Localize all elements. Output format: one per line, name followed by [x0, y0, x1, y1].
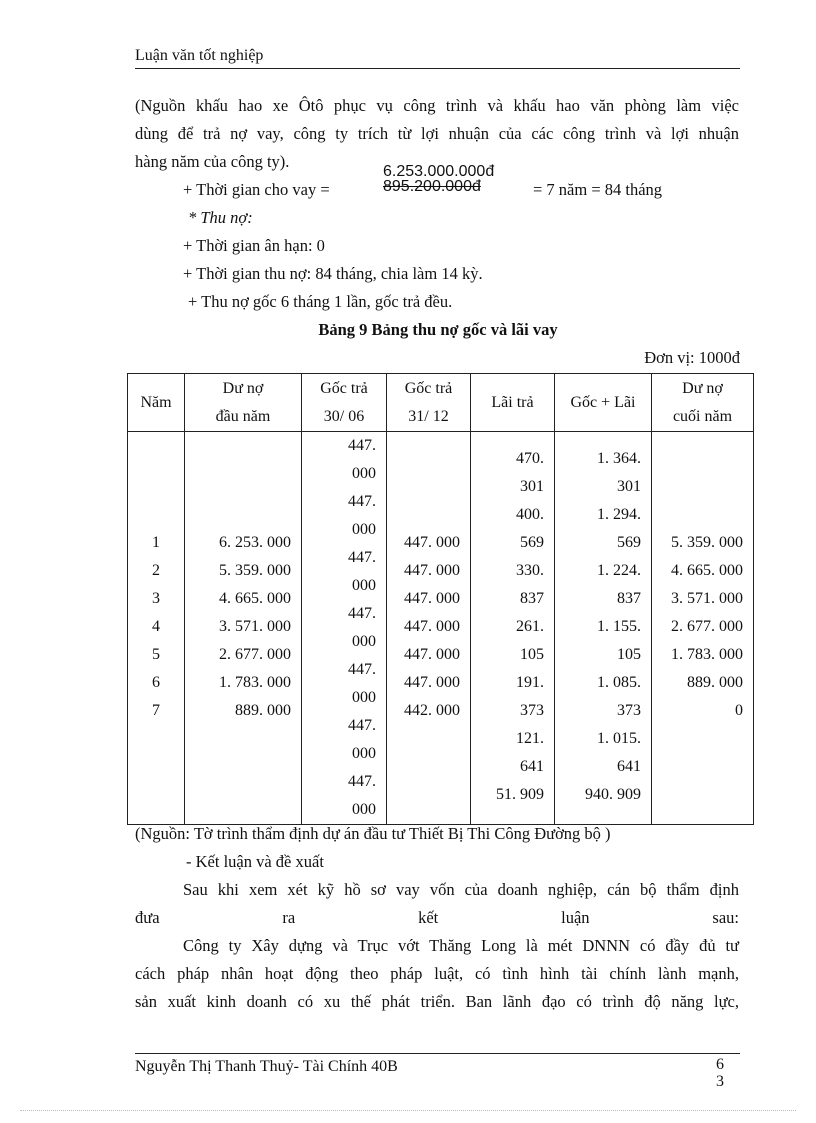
- col-total: [555, 432, 652, 825]
- principal-jun-cell: 000: [352, 577, 376, 594]
- principal-jun-cell: 000: [352, 633, 376, 650]
- repayment-period: + Thời gian thu nợ: 84 tháng, chia làm 14 kỳ.: [183, 264, 483, 283]
- total-cell: 1. 015.: [597, 730, 641, 747]
- loan-denominator: 895.200.000đ: [383, 178, 481, 195]
- page-number-digit-1: 6: [716, 1056, 724, 1073]
- principal-jun-cell: 000: [352, 521, 376, 538]
- total-cell: 1. 294.: [597, 506, 641, 523]
- loan-period-label: + Thời gian cho vay =: [183, 180, 330, 199]
- table-header-row: [128, 374, 754, 432]
- closing-cell: 889. 000: [687, 674, 743, 691]
- conclusion-p2-line-2: cách pháp nhân hoạt động theo pháp luật, có tình hình tài chính lành mạnh,: [135, 964, 739, 983]
- year-cell: 5: [152, 646, 160, 663]
- page-bottom-dotted-rule: [20, 1110, 796, 1111]
- conclusion-p1-line-2: đưa ra kết luận sau:: [135, 908, 739, 927]
- principal-dec-cell: 447. 000: [404, 562, 460, 579]
- interest-cell: 121.: [516, 730, 544, 747]
- principal-dec-cell: 447. 000: [404, 674, 460, 691]
- conclusion-p2-line-1: Công ty Xây dựng và Trục vớt Thăng Long là mét DNNN có đầy đủ tư: [183, 936, 739, 955]
- principal-jun-cell: 447.: [348, 717, 376, 734]
- table-title: Bảng 9 Bảng thu nợ gốc và lãi vay: [318, 320, 558, 339]
- opening-cell: 3. 571. 000: [219, 618, 291, 635]
- conclusion-p2-line-3: sản xuất kinh doanh có xu thế phát triển. Ban lãnh đạo có trình độ năng lực,: [135, 992, 739, 1011]
- loan-numerator: 6.253.000.000đ: [383, 163, 495, 180]
- header-principal-jun: Gốc trả 30/ 06: [302, 374, 387, 432]
- repayment-heading: * Thu nợ:: [188, 208, 253, 227]
- principal-jun-cell: 447.: [348, 773, 376, 790]
- interest-cell: 301: [520, 478, 544, 495]
- total-cell: 1. 364.: [597, 450, 641, 467]
- principal-dec-cell: 447. 000: [404, 590, 460, 607]
- closing-cell: 2. 677. 000: [671, 618, 743, 635]
- grace-period: + Thời gian ân hạn: 0: [183, 236, 325, 255]
- page-number: [713, 1056, 727, 1090]
- principal-jun-cell: 000: [352, 745, 376, 762]
- total-cell: 940. 909: [585, 786, 641, 803]
- intro-line-1: (Nguồn khấu hao xe Ôtô phục vụ công trình và khấu hao văn phòng làm việc: [135, 96, 739, 115]
- closing-cell: 0: [735, 702, 743, 719]
- principal-dec-cell: 447. 000: [404, 646, 460, 663]
- opening-cell: 5. 359. 000: [219, 562, 291, 579]
- interest-cell: 105: [520, 646, 544, 663]
- interest-cell: 837: [520, 590, 544, 607]
- opening-cell: 1. 783. 000: [219, 674, 291, 691]
- principal-jun-cell: 000: [352, 689, 376, 706]
- principal-dec-cell: 447. 000: [404, 618, 460, 635]
- header-year: Năm: [128, 374, 185, 432]
- total-cell: 1. 155.: [597, 618, 641, 635]
- col-principal-dec: [387, 432, 471, 825]
- principal-jun-cell: 447.: [348, 437, 376, 454]
- year-cell: 4: [152, 618, 160, 635]
- closing-cell: 5. 359. 000: [671, 534, 743, 551]
- total-cell: 641: [617, 758, 641, 775]
- total-cell: 373: [617, 702, 641, 719]
- year-cell: 1: [152, 534, 160, 551]
- table-body-row: [128, 432, 754, 825]
- principal-jun-cell: 447.: [348, 493, 376, 510]
- repayment-table: [127, 373, 754, 825]
- conclusion-heading: - Kết luận và đề xuất: [186, 852, 324, 871]
- col-closing: [652, 432, 754, 825]
- interest-cell: 641: [520, 758, 544, 775]
- opening-cell: 6. 253. 000: [219, 534, 291, 551]
- header-total: Gốc + Lãi: [555, 374, 652, 432]
- header-opening: Dư nợ đầu năm: [185, 374, 302, 432]
- page-header: Luận văn tốt nghiệp: [135, 47, 264, 64]
- opening-cell: 2. 677. 000: [219, 646, 291, 663]
- principal-jun-cell: 000: [352, 465, 376, 482]
- col-principal-jun: [302, 432, 387, 825]
- year-cell: 3: [152, 590, 160, 607]
- loan-period-result: = 7 năm = 84 tháng: [533, 180, 663, 199]
- principal-dec-cell: 447. 000: [404, 534, 460, 551]
- repayment-schedule: + Thu nợ gốc 6 tháng 1 lần, gốc trả đều.: [188, 292, 453, 311]
- total-cell: 569: [617, 534, 641, 551]
- col-interest: [471, 432, 555, 825]
- page-number-digit-2: 3: [716, 1073, 724, 1090]
- header-rule: [135, 68, 740, 69]
- total-cell: 837: [617, 590, 641, 607]
- col-years: [128, 432, 185, 825]
- interest-cell: 51. 909: [496, 786, 544, 803]
- principal-jun-cell: 447.: [348, 605, 376, 622]
- principal-jun-cell: 447.: [348, 661, 376, 678]
- interest-cell: 330.: [516, 562, 544, 579]
- table-unit: Đơn vị: 1000đ: [644, 348, 740, 367]
- principal-jun-cell: 447.: [348, 549, 376, 566]
- year-cell: 2: [152, 562, 160, 579]
- total-cell: 1. 224.: [597, 562, 641, 579]
- closing-cell: 1. 783. 000: [671, 646, 743, 663]
- conclusion-p1-line-1: Sau khi xem xét kỹ hồ sơ vay vốn của doanh nghiệp, cán bộ thẩm định: [183, 880, 739, 899]
- opening-cell: 4. 665. 000: [219, 590, 291, 607]
- principal-jun-cell: 000: [352, 801, 376, 818]
- interest-cell: 400.: [516, 506, 544, 523]
- interest-cell: 470.: [516, 450, 544, 467]
- total-cell: 301: [617, 478, 641, 495]
- interest-cell: 191.: [516, 674, 544, 691]
- table-source: (Nguồn: Tờ trình thẩm định dự án đầu tư Thiết Bị Thi Công Đường bộ ): [135, 824, 611, 843]
- year-cell: 6: [152, 674, 160, 691]
- closing-cell: 4. 665. 000: [671, 562, 743, 579]
- total-cell: 105: [617, 646, 641, 663]
- header-principal-dec: Gốc trả 31/ 12: [387, 374, 471, 432]
- year-cell: 7: [152, 702, 160, 719]
- header-closing: Dư nợ cuối năm: [652, 374, 754, 432]
- closing-cell: 3. 571. 000: [671, 590, 743, 607]
- header-interest: Lãi trả: [471, 374, 555, 432]
- intro-line-2: dùng để trả nợ vay, công ty trích từ lợi nhuận của các công trình và lợi nhuận: [135, 124, 739, 143]
- intro-line-3: hàng năm của công ty).: [135, 152, 290, 171]
- col-opening: [185, 432, 302, 825]
- interest-cell: 373: [520, 702, 544, 719]
- interest-cell: 569: [520, 534, 544, 551]
- footer-author: Nguyễn Thị Thanh Thuỷ- Tài Chính 40B: [135, 1058, 398, 1075]
- principal-dec-cell: 442. 000: [404, 702, 460, 719]
- total-cell: 1. 085.: [597, 674, 641, 691]
- footer-rule: [135, 1053, 740, 1054]
- opening-cell: 889. 000: [235, 702, 291, 719]
- interest-cell: 261.: [516, 618, 544, 635]
